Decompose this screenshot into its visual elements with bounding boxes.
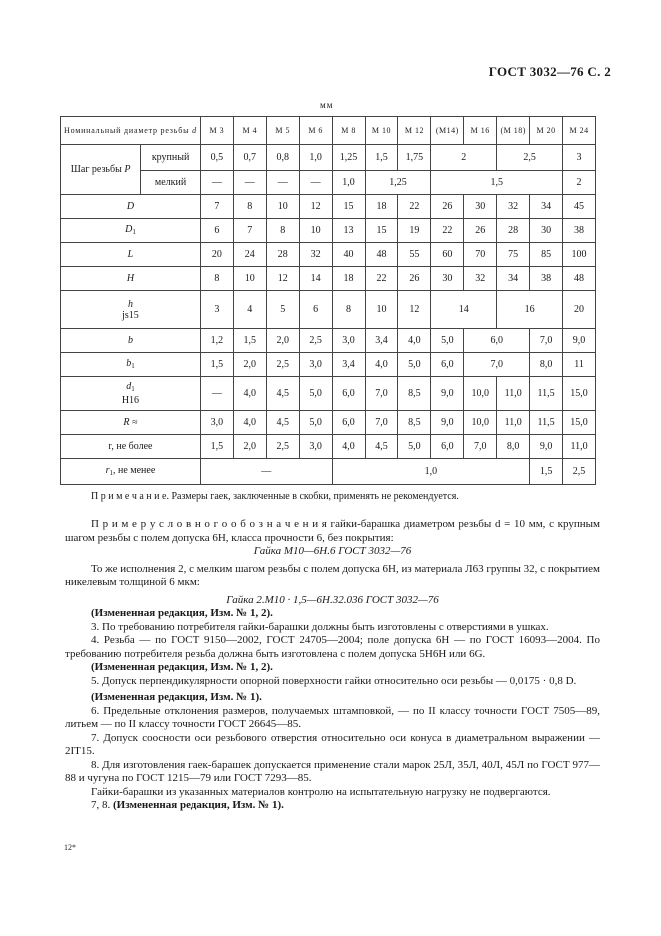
table-cell: 15 [332, 195, 365, 219]
table-cell: 5,0 [299, 377, 332, 411]
table-cell: 30 [530, 219, 563, 243]
table-cell: 1,2 [200, 329, 233, 353]
table-cell: 34 [530, 195, 563, 219]
table-cell: 8 [266, 219, 299, 243]
table-cell: 11,5 [530, 377, 563, 411]
row-label-sub: 1 [131, 385, 135, 393]
table-cell: 11 [563, 353, 596, 377]
table-cell: 2,5 [299, 329, 332, 353]
table-cell: — [299, 171, 332, 195]
table-cell: 10,0 [464, 377, 497, 411]
table-cell: 20 [563, 291, 596, 329]
row-label-sub: 1 [132, 227, 136, 236]
size-cell: М 4 [233, 117, 266, 145]
size-cell: М 3 [200, 117, 233, 145]
table-cell: 2,0 [233, 435, 266, 459]
table-cell: 26 [464, 219, 497, 243]
table-cell: 1,0 [332, 171, 365, 195]
table-cell: 2 [431, 145, 497, 171]
table-cell: 6,0 [464, 329, 530, 353]
table-cell: 2,5 [563, 459, 596, 485]
table-cell: 2,5 [266, 435, 299, 459]
table-cell: 1,0 [332, 459, 530, 485]
example-intro: П р и м е р у с л о в н о г о о б о з н а ч е н и я гайки-барашка диаметром резьбы d = 10 мм, с крупным шагом резьбы с полем допуска 6Н, класса прочности 6, без покрытия: [65, 518, 600, 544]
table-cell: 5,0 [431, 329, 464, 353]
row-label-var: D [125, 223, 133, 235]
revision-note: (Измененная редакция, Изм. № 1, 2). [91, 661, 273, 673]
size-cell: М 20 [530, 117, 563, 145]
size-cell: М 10 [365, 117, 398, 145]
table-cell: 48 [563, 267, 596, 291]
row-label-var: d [126, 381, 132, 392]
table-cell: 4,0 [233, 411, 266, 435]
pitch-label [61, 145, 141, 195]
table-cell: 55 [398, 243, 431, 267]
table-cell: 3 [563, 145, 596, 171]
table-cell: 7,0 [464, 353, 530, 377]
designation-example-1: Гайка М10—6Н.6 ГОСТ 3032—76 [253, 545, 412, 557]
row-label [61, 353, 201, 377]
table-cell: 48 [365, 243, 398, 267]
table-cell: 7 [233, 219, 266, 243]
table-cell: 11,0 [563, 435, 596, 459]
table-cell: 1,5 [233, 329, 266, 353]
table-cell: 7,0 [365, 411, 398, 435]
row-L [61, 243, 596, 267]
table-cell: 4,5 [266, 377, 299, 411]
table-cell: 15 [365, 219, 398, 243]
table-cell: 26 [431, 195, 464, 219]
table-cell: 4,0 [398, 329, 431, 353]
row-H [61, 267, 596, 291]
size-cell: М 16 [464, 117, 497, 145]
row-h [61, 291, 596, 329]
table-cell: 14 [299, 267, 332, 291]
table-cell: 45 [563, 195, 596, 219]
table-cell: 22 [365, 267, 398, 291]
table-cell: — [200, 171, 233, 195]
nominal-diameter-header [61, 117, 201, 145]
table-cell: 4,0 [365, 353, 398, 377]
pitch-label-text: Шаг резьбы [70, 164, 122, 175]
revision-note: (Измененная редакция, Изм. № 1). [91, 691, 262, 703]
table-cell: 7 [200, 195, 233, 219]
nominal-label: Номинальный диаметр резьбы [64, 125, 190, 135]
table-cell: 5,0 [398, 435, 431, 459]
table-cell: — [266, 171, 299, 195]
table-cell: 4,0 [332, 435, 365, 459]
row-label: D [61, 195, 201, 219]
table-cell: 3 [200, 291, 233, 329]
table-cell: 2,0 [266, 329, 299, 353]
pitch-var: P [124, 164, 131, 175]
table-header-row [61, 117, 596, 145]
row-label: R ≈ [61, 411, 201, 435]
table-cell: 10 [299, 219, 332, 243]
table-cell: 22 [431, 219, 464, 243]
table-cell: 11,5 [530, 411, 563, 435]
table-cell: 9,0 [431, 411, 464, 435]
table-cell: 4,5 [365, 435, 398, 459]
table-cell: 20 [200, 243, 233, 267]
table-cell: 0,5 [200, 145, 233, 171]
table-cell: 28 [497, 219, 530, 243]
table-cell: 16 [497, 291, 563, 329]
table-cell: 19 [398, 219, 431, 243]
table-cell: 30 [464, 195, 497, 219]
paragraph-5: 5. Допуск перпендикулярности опорной поверхности гайки относительно оси резьбы — 0,0175 · 0,8 D. [91, 674, 577, 687]
row-label-var: r [105, 464, 110, 476]
table-cell: 2,0 [233, 353, 266, 377]
row-label-var: b [126, 357, 132, 369]
table-cell: 34 [497, 267, 530, 291]
table-cell: 32 [497, 195, 530, 219]
table-cell: 12 [398, 291, 431, 329]
pitch-fine-row [61, 171, 596, 195]
table-cell: 10 [365, 291, 398, 329]
row-label-sub: 1 [131, 361, 135, 370]
revision-note: (Измененная редакция, Изм. № 1). [113, 799, 284, 811]
paragraph-6: 6. Предельные отклонения размеров, получаемых штамповкой, — по II классу точности ГОСТ 7505—89, литьем — по II классу точности ГОСТ 26645—85. [65, 704, 600, 730]
paragraph-number: 7, 8. [91, 799, 111, 811]
table-cell: 18 [332, 267, 365, 291]
table-cell: 6 [200, 219, 233, 243]
table-cell: 1,5 [431, 171, 563, 195]
table-cell: 22 [398, 195, 431, 219]
table-cell: 2,5 [266, 353, 299, 377]
table-cell: 12 [266, 267, 299, 291]
table-cell: 8 [332, 291, 365, 329]
table-cell: — [200, 459, 332, 485]
row-label-tol: js15 [122, 309, 139, 321]
table-cell: 7,0 [530, 329, 563, 353]
table-cell: 4 [233, 291, 266, 329]
table-cell: 6,0 [431, 435, 464, 459]
example2-intro: То же исполнения 2, с мелким шагом резьбы с полем допуска 6Н, из материала Л63 группы 32, с покрытием никелевым толщиной 6 мкм: [65, 562, 600, 588]
row-label [61, 219, 201, 243]
fine-label: мелкий [141, 171, 201, 195]
row-R [61, 411, 596, 435]
units-label: мм [320, 100, 334, 110]
table-cell: 8,0 [530, 353, 563, 377]
body-text [65, 518, 600, 813]
size-cell: (М 18) [497, 117, 530, 145]
designation-example-2: Гайка 2.М10 · 1,5—6Н.32.036 ГОСТ 3032—76 [226, 593, 439, 606]
table-cell: 14 [431, 291, 497, 329]
paragraph-7: 7. Допуск соосности оси резьбового отверстия относительно оси конуса в диаметральном выражении — 2IT15. [65, 731, 600, 757]
table-cell: 60 [431, 243, 464, 267]
note-text: П р и м е ч а н и е. Размеры гаек, заключенные в скобки, применять не рекомендуется. [91, 491, 459, 502]
table-cell: 38 [530, 267, 563, 291]
row-label: r, не более [61, 435, 201, 459]
table-cell: 8,5 [398, 377, 431, 411]
table-cell: 100 [563, 243, 596, 267]
table-cell: 3,4 [365, 329, 398, 353]
size-cell: М 6 [299, 117, 332, 145]
table-cell: 3,0 [332, 329, 365, 353]
table-cell: 32 [464, 267, 497, 291]
table-cell: 70 [464, 243, 497, 267]
size-cell: М 24 [563, 117, 596, 145]
table-cell: 3,4 [332, 353, 365, 377]
dimensions-table [60, 116, 596, 485]
table-cell: 1,25 [365, 171, 431, 195]
table-cell: 6 [299, 291, 332, 329]
table-cell: 12 [299, 195, 332, 219]
row-label [61, 291, 201, 329]
table-cell: 15,0 [563, 377, 596, 411]
table-cell: 32 [299, 243, 332, 267]
table-cell: 7,0 [365, 377, 398, 411]
table-cell: 5 [266, 291, 299, 329]
table-cell: 5,0 [299, 411, 332, 435]
table-cell: 8 [200, 267, 233, 291]
table-cell: 1,5 [200, 435, 233, 459]
row-r1 [61, 459, 596, 485]
table-cell: 15,0 [563, 411, 596, 435]
table-cell: 4,5 [266, 411, 299, 435]
table-cell: 3,0 [299, 353, 332, 377]
table-cell: 1,5 [365, 145, 398, 171]
paragraph-8: 8. Для изготовления гаек-барашек допускается применение стали марок 25Л, 35Л, 40Л, 45Л по ГОСТ 977—88 и чугуна по ГОСТ 1215—79 или ГОСТ 7293—85. [65, 758, 600, 784]
table-cell: 1,75 [398, 145, 431, 171]
row-b [61, 329, 596, 353]
nominal-var: d [192, 125, 197, 135]
table-cell: 9,0 [563, 329, 596, 353]
table-cell: 18 [365, 195, 398, 219]
row-d1 [61, 377, 596, 411]
table-cell: — [233, 171, 266, 195]
table-cell: 85 [530, 243, 563, 267]
table-cell: 2 [563, 171, 596, 195]
table-cell: 8,5 [398, 411, 431, 435]
table-cell: 1,25 [332, 145, 365, 171]
page-header: ГОСТ 3032—76 С. 2 [488, 64, 611, 79]
size-cell: М 5 [266, 117, 299, 145]
row-D [61, 195, 596, 219]
paragraph-7-8-revision [65, 799, 600, 813]
table-cell: 5,0 [398, 353, 431, 377]
size-cell: (М14) [431, 117, 464, 145]
size-cell: М 12 [398, 117, 431, 145]
table-cell: 10 [266, 195, 299, 219]
table-cell: 4,0 [233, 377, 266, 411]
row-D1 [61, 219, 596, 243]
row-label: L [61, 243, 201, 267]
table-cell: 10 [233, 267, 266, 291]
table-cell: 0,8 [266, 145, 299, 171]
table-cell: 6,0 [332, 411, 365, 435]
row-b1 [61, 353, 596, 377]
table-cell: 1,5 [530, 459, 563, 485]
table-cell: 9,0 [530, 435, 563, 459]
table-cell: 8,0 [497, 435, 530, 459]
row-label-sub: 1 [109, 468, 113, 477]
table-cell: 30 [431, 267, 464, 291]
table-cell: 1,5 [200, 353, 233, 377]
table-cell: 75 [497, 243, 530, 267]
row-label: H [61, 267, 201, 291]
page-footer: 12* [64, 843, 76, 852]
pitch-coarse-row [61, 145, 596, 171]
table-cell: 24 [233, 243, 266, 267]
paragraph-3: 3. По требованию потребителя гайки-барашки должны быть изготовлены с отверстиями в ушках. [91, 620, 549, 633]
table-cell: 1,0 [299, 145, 332, 171]
table-cell: 2,5 [497, 145, 563, 171]
paragraph-4: 4. Резьба — по ГОСТ 9150—2002, ГОСТ 24705—2004; поле допуска 6Н — по ГОСТ 16093—2004. По требованию потребителя резьба должна быть изготовлена с полем допуска 5Н6Н или 6G. [65, 634, 600, 660]
row-label [61, 377, 201, 411]
size-cell: М 8 [332, 117, 365, 145]
table-cell: 9,0 [431, 377, 464, 411]
table-cell: 38 [563, 219, 596, 243]
table-cell: 26 [398, 267, 431, 291]
row-label: b [61, 329, 201, 353]
table-cell: 6,0 [431, 353, 464, 377]
row-label-tol: Н16 [121, 395, 140, 406]
table-cell: 8 [233, 195, 266, 219]
row-label [61, 459, 201, 485]
coarse-label: крупный [141, 145, 201, 171]
paragraph-8b: Гайки-барашки из указанных материалов контролю на испытательную нагрузку не подвергаются. [91, 785, 551, 798]
table-cell: — [200, 377, 233, 411]
table-cell: 11,0 [497, 411, 530, 435]
table-cell: 11,0 [497, 377, 530, 411]
row-label-rest: , не менее [113, 464, 156, 476]
table-cell: 10,0 [464, 411, 497, 435]
table-cell: 13 [332, 219, 365, 243]
table-cell: 7,0 [464, 435, 497, 459]
row-label-var: h [127, 298, 133, 310]
table-cell: 28 [266, 243, 299, 267]
table-cell: 0,7 [233, 145, 266, 171]
revision-note: (Измененная редакция, Изм. № 1, 2). [91, 607, 273, 619]
table-cell: 3,0 [200, 411, 233, 435]
row-r [61, 435, 596, 459]
table-cell: 40 [332, 243, 365, 267]
table-cell: 3,0 [299, 435, 332, 459]
table-cell: 6,0 [332, 377, 365, 411]
table-note [65, 490, 600, 504]
